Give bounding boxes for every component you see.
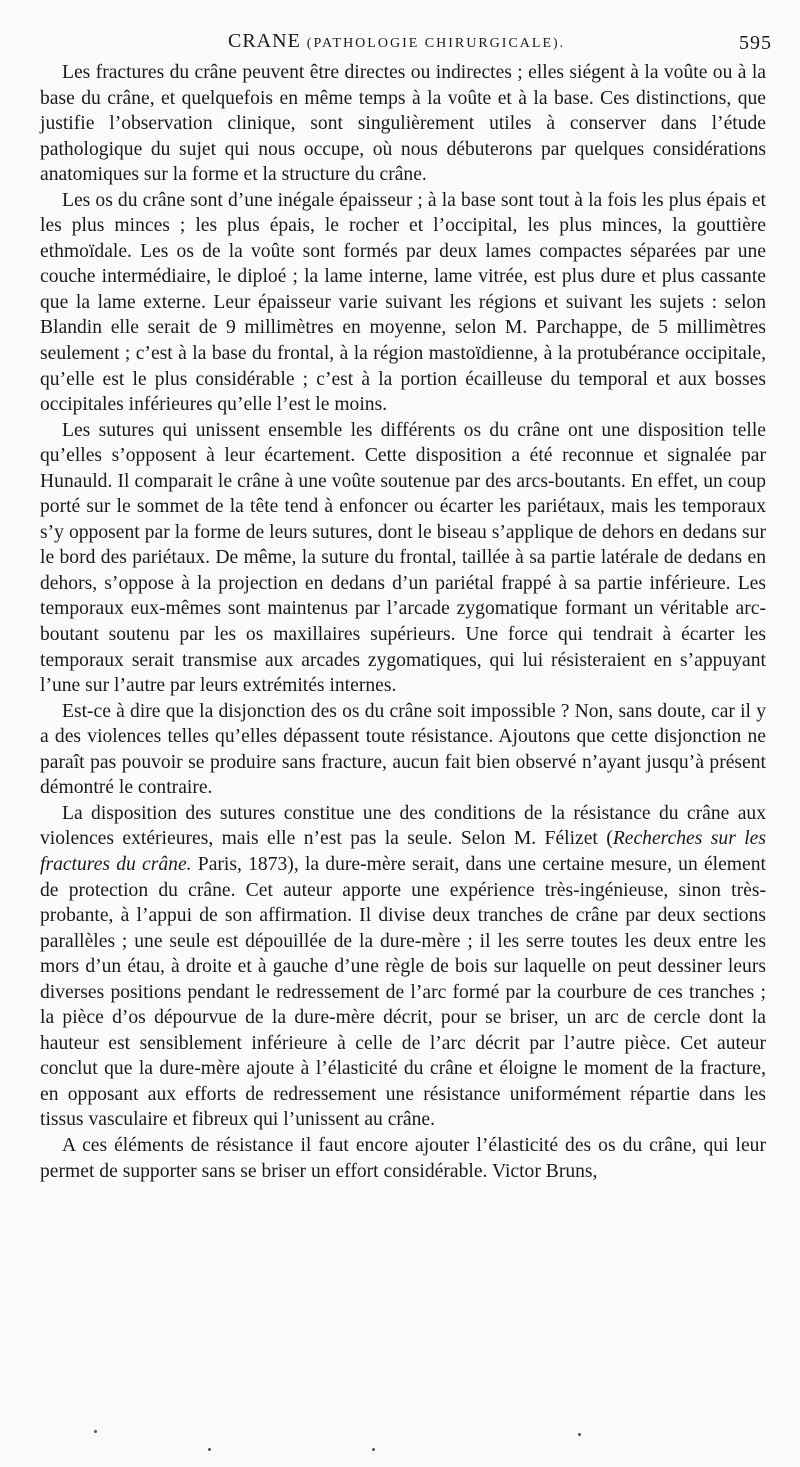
felizet-book-title: Recherches sur les fractures du crâne. — [40, 828, 766, 875]
running-head-main: CRANE — [228, 30, 301, 52]
running-head-title — [228, 30, 565, 53]
running-head — [40, 30, 772, 60]
paragraph-sutures: Les sutures qui unissent ensemble les différents os du crâne ont une disposition telle qu’elles s’opposent à leur écartement. Cette disposition a été reconnue et signalée par Hunauld. Il comparait le crâne à une voûte soutenue par des arcs-boutants. En effet, un coup porté sur le sommet de la tête tend à enfoncer ou écarter les pariétaux, mais les temporaux s’y opposent par la forme de leurs sutures, dont le biseau s’applique de dehors en dedans sur le bord des pariétaux. De même, la suture du frontal, taillée à sa partie latérale de dedans en dehors, s’oppose à la projection en dedans d’un pariétal frappé à sa partie inférieure. Les temporaux eux-mêmes sont maintenus par l’arcade zygomatique formant un véritable arc-boutant soutenu par les os maxillaires supérieurs. Une force qui tendrait à écarter les temporaux serait transmise aux arcades zygomatiques, qui lui résisteraient en s’appuyant l’une sur l’autre par leurs extrémités internes. — [40, 419, 766, 697]
running-head-subtitle: (PATHOLOGIE CHIRURGICALE). — [306, 36, 566, 51]
page-number: 595 — [739, 32, 772, 54]
page — [40, 30, 772, 1184]
paragraph-dura-mater — [40, 801, 766, 1133]
print-speck — [94, 1430, 97, 1433]
felizet-text-after: Paris, 1873), la dure-mère serait, dans une certaine mesure, un élement de protection du crâne. Cet auteur apporte une expérience très-ingénieuse, sinon très-probante, à l’appui de son affirmation. Il divise deux tranches de crâne par deux sections parallèles ; une seule est dépouillée de la dure-mère ; il les serre toutes les deux entre les mors d’un étau, à droite et à gauche d’une règle de bois sur laquelle on peut dessiner leurs diverses positions pendant le redressement de l’arc formé par la courbure de ces tranches ; la pièce d’os dépourvue de la dure-mère décrit, pour se briser, un arc de cercle dont la hauteur est sensiblement inférieure à celle de l’arc décrit par l’autre pièce. Cet auteur conclut que la dure-mère ajoute à l’élasticité du crâne et éloigne le moment de la fracture, en opposant aux efforts de redressement une résistance uniformément répartie dans les tissus vasculaire et fibreux qui l’unissent au crâne. — [40, 853, 766, 1131]
paragraph-fractures-types: Les fractures du crâne peuvent être directes ou indirectes ; elles siégent à la voûte ou à la base du crâne, et quelquefois en même temps à la voûte et à la base. Ces distinctions, que justifie l’observation clinique, sont singulièrement utiles à conserver dans l’étude pathologique du sujet qui nous occupe, où nous débuterons par quelques considérations anatomiques sur la forme et la structure du crâne. — [40, 62, 766, 186]
paragraph-elasticity: A ces éléments de résistance il faut encore ajouter l’élasticité des os du crâne, qui leur permet de supporter sans se briser un effort considérable. Victor Bruns, — [40, 1134, 766, 1182]
print-speck — [578, 1433, 581, 1436]
felizet-text-before: La disposition des sutures constitue une des conditions de la résistance du crâne aux violences extérieures, mais elle n’est pas la seule. Selon M. Félizet ( — [40, 802, 766, 850]
paragraph-disjunction: Est-ce à dire que la disjonction des os du crâne soit impossible ? Non, sans doute, car il y a des violences telles qu’elles dépassent toute résistance. Ajoutons que cette disjonction ne paraît pas pouvoir se produire sans fracture, aucun fait bien observé n’ayant jusqu’à présent démontré le contraire. — [40, 700, 766, 799]
print-speck — [372, 1448, 375, 1451]
print-speck — [208, 1448, 211, 1451]
body-text — [40, 60, 766, 1184]
paragraph-bone-thickness: Les os du crâne sont d’une inégale épaisseur ; à la base sont tout à la fois les plus épais et les plus minces ; les plus épais, le rocher et l’occipital, les plus minces, la gouttière ethmoïdale. Les os de la voûte sont formés par deux lames compactes séparées par une couche intermédiaire, le diploé ; la lame interne, lame vitrée, est plus dure et plus cassante que la lame externe. Leur épaisseur varie suivant les régions et suivant les sujets : selon Blandin elle serait de 9 millimètres en moyenne, selon M. Parchappe, de 5 millimètres seulement ; c’est à la base du frontal, à la région mastoïdienne, à la protubérance occipitale, qu’elle est le plus considérable ; c’est à la portion écailleuse du temporal et aux bosses occipitales inférieures qu’elle l’est le moins. — [40, 189, 766, 416]
